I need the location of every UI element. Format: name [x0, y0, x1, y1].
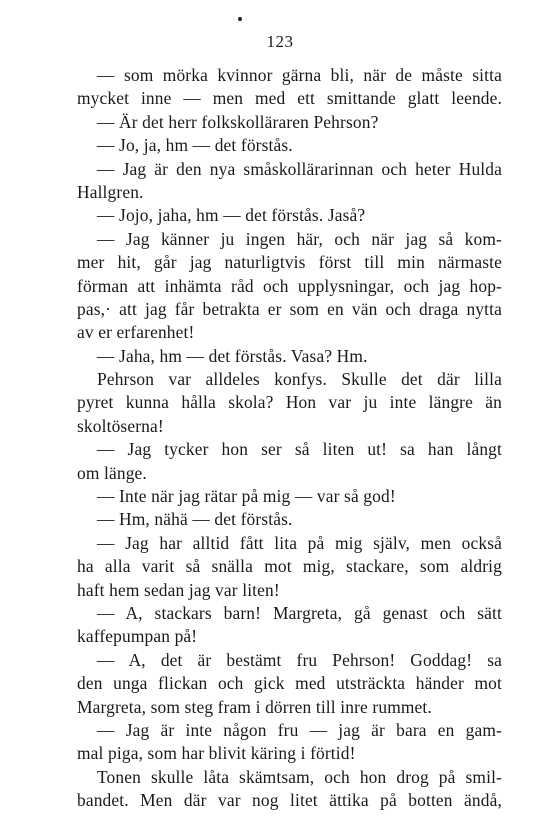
text-line: Hallgren. [77, 181, 144, 202]
text-line: — Jag är inte någon fru — jag är bara en gam- [97, 719, 502, 740]
text-line: haft hem sedan jag var liten! [77, 579, 280, 600]
text-line: kaffepumpan på! [77, 626, 198, 647]
text-line: pas,· att jag får betrakta er som en vän och draga nytta [77, 298, 502, 319]
text-line: Pehrson var alldeles konfys. Skulle det där lilla [97, 369, 502, 390]
text-line: förman att inhämta råd och upplysningar, och jag hop- [77, 275, 502, 296]
text-line: — Inte när jag rätar på mig — var så god! [97, 486, 396, 507]
page-number: 123 [266, 32, 294, 51]
text-line: — Jo, ja, hm — det förstås. [97, 135, 293, 156]
text-line: bandet. Men där var nog litet ättika på botten ändå, [77, 790, 502, 811]
text-line: mer hit, går jag naturligtvis först till min närmaste [77, 252, 502, 273]
text-line: — A, det är bestämt fru Pehrson! Goddag! sa [97, 649, 502, 670]
text-line: ha alla varit så snälla mot mig, stackare, som aldrig [77, 556, 502, 577]
text-line: — Jaha, hm — det förstås. Vasa? Hm. [97, 345, 368, 366]
text-line: — Jag är den nya småskollärarinnan och heter Hulda [97, 158, 502, 179]
text-line: Tonen skulle låta skämtsam, och hon drog på smil- [97, 766, 502, 787]
body-text [77, 64, 502, 813]
text-line: — Är det herr folkskolläraren Pehrson? [97, 111, 379, 132]
text-line: — Jag känner ju ingen här, och när jag så kom- [97, 228, 502, 249]
text-line: — som mörka kvinnor gärna bli, när de måste sitta [97, 65, 502, 85]
text-line: om länge. [77, 462, 147, 483]
text-line: — Hm, nähä — det förstås. [97, 509, 293, 530]
text-line: pyret kunna hålla skola? Hon var ju inte längre än [77, 392, 502, 413]
text-line: skoltöserna! [77, 415, 164, 436]
text-line: — A, stackars barn! Margreta, gå genast och sätt [97, 602, 502, 623]
text-line: mycket inne — men med ett smittande glatt leende. [77, 88, 502, 109]
print-speck [238, 17, 242, 21]
text-line: den unga flickan och gick med utsträckta händer mot [77, 673, 502, 694]
text-line: — Jag har alltid fått lita på mig själv, men också [97, 532, 502, 553]
text-line: mal piga, som har blivit käring i förtid! [77, 743, 356, 764]
text-line: — Jag tycker hon ser så liten ut! sa han långt [97, 439, 502, 460]
text-line: av er erfarenhet! [77, 322, 195, 343]
text-line: — Jojo, jaha, hm — det förstås. Jaså? [97, 205, 366, 226]
text-line: Margreta, som steg fram i dörren till inre rummet. [77, 696, 432, 717]
